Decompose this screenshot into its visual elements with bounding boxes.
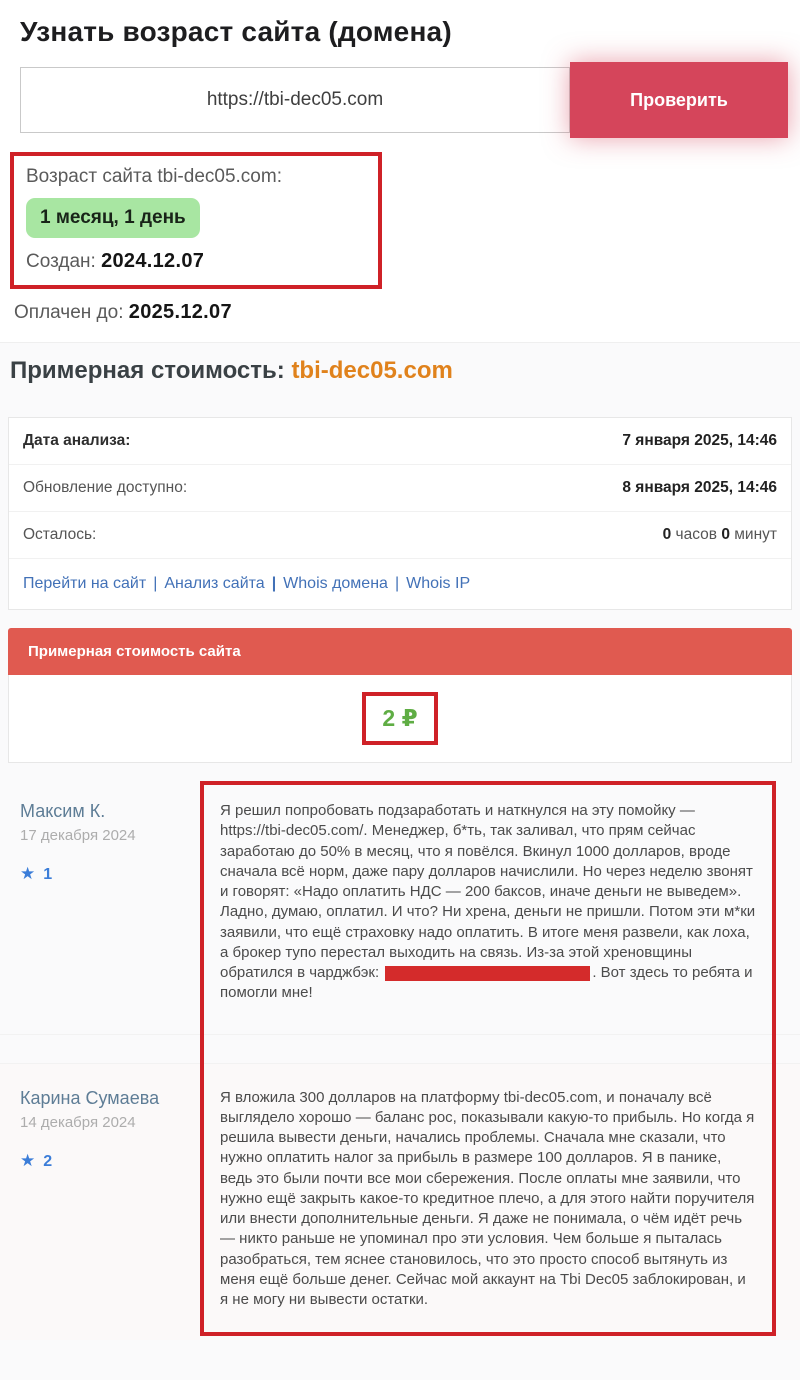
valuation-section [0,342,800,1380]
remaining-hours: 0 [662,526,672,543]
review-rating [20,864,200,884]
reviewer-name: Максим К. [20,801,106,821]
review-meta [20,787,200,1024]
link-separator: | [394,575,400,592]
valuation-heading-label: Примерная стоимость: [10,357,292,384]
check-button[interactable]: Проверить [570,62,788,138]
review-text-before-redaction: Я решил попробовать подзаработать и наткнулся на эту помойку — https://tbi-dec05.com/. Менеджер, б*ть, так заливал, что прям сейчас заработаю до 50% в месяц, что я повёлся. Вкинул 1000 долларов, вроде сначала всё норм, даже пару долларов начислили. Но через неделю звонят и говорят: «Надо оплатить НДС — 200 баксов, иначе деньги не выведем». Ладно, думаю, оплатил. И что? Ни хрена, деньги не пришли. Потом эти м*ки заявили, что ещё страховку надо оплатить. В итоге меня развели, как лоха, а брокер тупо перестал выходить на связь. Из-за этой хреновщины обратился в чарджбэк: [220,802,756,981]
link-site-analysis[interactable]: Анализ сайта [164,575,265,592]
review-date: 14 декабря 2024 [20,1113,136,1131]
review-meta [20,1074,200,1331]
reviews-list [0,777,800,1340]
rating-count: 2 [43,1152,53,1170]
review-text-after-redaction: . Вот здесь то ребята и помогли мне! [220,964,753,1002]
star-icon: ★ [20,1150,36,1170]
paid-until-line [14,301,800,324]
analysis-date-value: 7 января 2025, 14:46 [622,432,777,449]
site-value-panel [8,628,792,763]
update-available-value: 8 января 2025, 14:46 [622,479,777,496]
valuation-heading [10,357,800,385]
link-whois-ip[interactable]: Whois IP [406,575,471,592]
review-rating [20,1151,200,1171]
remaining-hours-unit: часов [671,526,722,543]
star-icon: ★ [20,864,36,883]
domain-input[interactable] [20,67,570,133]
review-separator [0,1034,800,1064]
rating-count: 1 [43,866,53,883]
review-text: Я вложила 300 долларов на платформу tbi-dec05.com, и поначалу всё выглядело хорошо — баланс рос, показывали какую-то прибыль. Но когда я решила вывести деньги, начались проблемы. Сначала мне сказали, что нужно оплатить налог за прибыль в размере 100 долларов. Я в панике, ведь это были почти все мои сбережения. После оплаты мне заявили, что нужно ещё закрыть какое-то кредитное плечо, а для этого найти поручителя или внести дополнительные деньги. Я даже не понимала, о чём идёт речь — никто раньше не упоминал про эти условия. Чем больше я пыталась разобраться, тем яснее становилось, что это просто способ вытянуть из меня ещё больше денег. Сейчас мой аккаунт на Tbi Dec05 заблокирован, и я не могу ни вывести остатки. [220,1088,755,1308]
site-age-badge: 1 месяц, 1 день [26,198,200,238]
review-item [0,777,800,1034]
created-date-line [26,250,366,273]
link-go-to-site[interactable]: Перейти на сайт [23,575,147,592]
link-whois-domain[interactable]: Whois домена [283,575,388,592]
created-label: Создан: [26,251,102,272]
remaining-minutes-unit: минут [729,526,777,543]
update-available-row [9,465,791,512]
site-value-annotation-box: 2 ₽ [362,692,437,745]
site-value-panel-body [8,675,792,763]
site-value-panel-header: Примерная стоимость сайта [8,628,792,675]
reviewer-name: Карина Сумаева [20,1087,160,1108]
page-title: Узнать возраст сайта (домена) [20,16,452,47]
site-age-annotation-box [10,152,382,289]
paid-until-value: 2025.12.07 [128,301,232,323]
paid-until-label: Оплачен до: [14,302,129,323]
created-value: 2024.12.07 [101,250,205,272]
analysis-info-card [8,417,792,610]
domain-search-bar [20,60,788,140]
redaction-bar [385,966,590,981]
review-text [200,787,776,1024]
valuation-heading-domain: tbi-dec05.com [291,357,453,384]
remaining-label: Осталось: [23,526,97,543]
link-separator: | [271,575,277,592]
remaining-value [663,526,777,544]
analysis-date-row [9,418,791,465]
remaining-row [9,512,791,559]
remaining-minutes: 0 [721,526,730,543]
update-available-label: Обновление доступно: [23,479,188,496]
tools-links-row [9,559,791,609]
review-item [0,1064,800,1341]
review-date: 17 декабря 2024 [20,827,136,844]
link-separator: | [153,575,158,592]
site-age-label: Возраст сайта tbi-dec05.com: [26,166,282,187]
analysis-date-label: Дата анализа: [23,432,131,449]
